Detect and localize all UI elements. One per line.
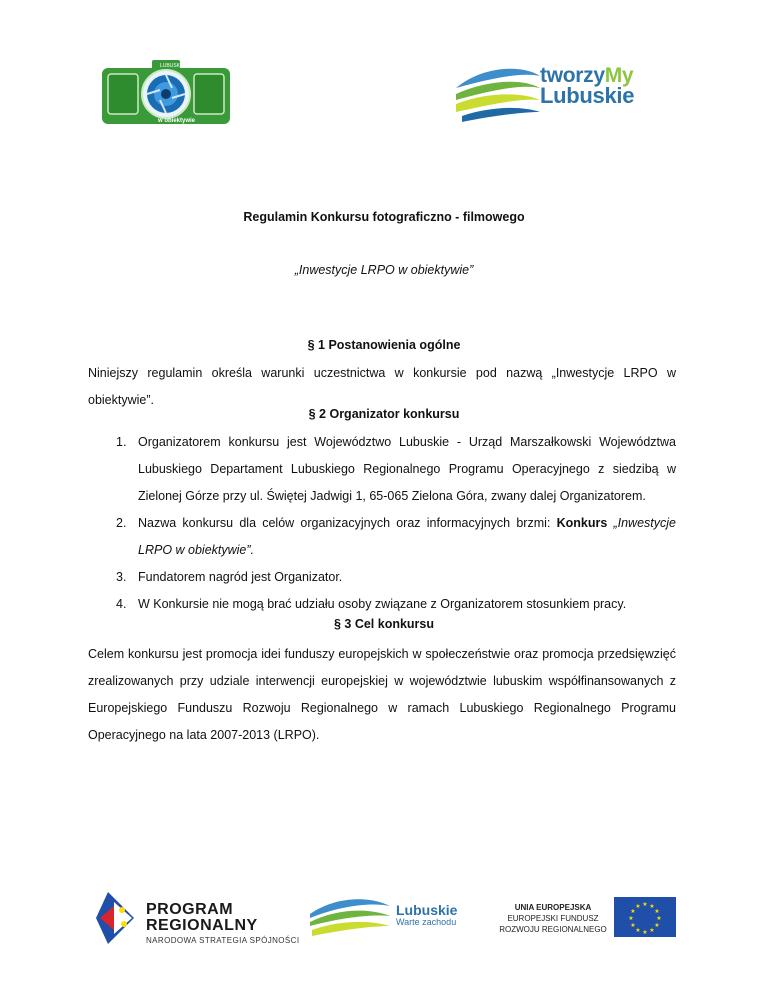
svg-text:★: ★ [630, 922, 636, 929]
list-item-number: 2. [116, 516, 127, 530]
section1-heading: § 1 Postanowienia ogólne [307, 338, 461, 352]
document-subtitle: „Inwestycje LRPO w obiektywie” [294, 263, 474, 277]
list-item-text-bold: Konkurs [556, 516, 608, 530]
lubuskie-wordmark [396, 903, 457, 927]
list-item-number: 3. [116, 570, 127, 584]
list-item-text-italic: „Inwestycje LRPO w obiektywie”. [138, 516, 676, 557]
program-text: PROGRAM [146, 901, 234, 918]
list-item-text: Fundatorem nagród jest Organizator. [138, 570, 343, 584]
lubuskie-text: Lubuskie [540, 83, 635, 108]
list-item-text [138, 510, 676, 564]
tworzy-text: tworzy [540, 64, 605, 87]
list-item-text: Organizatorem konkursu jest Województwo Lubuskie - Urząd Marszałkowski Województwa Lubuskiego Departament Lubuskiego Regionalnego Programu Operacyjnego z siedzibą w Zielonej Górze przy ul. Świętej Jadwigi 1, 65-065 Zielona Góra, zwany dalej Organizatorem. [138, 435, 676, 503]
lubuskie-footer-text: Lubuskie [396, 902, 458, 918]
lrpo-camera-logo [100, 58, 232, 126]
svg-text:★: ★ [649, 927, 655, 934]
svg-text:LUBUSKIE: LUBUSKIE [160, 63, 185, 69]
strategia-text: NARODOWA STRATEGIA SPÓJNOŚCI [146, 936, 300, 945]
svg-text:★: ★ [635, 927, 641, 934]
ue-title-text: UNIA EUROPEJSKA [514, 903, 592, 912]
organizer-list [88, 429, 676, 618]
svg-text:★: ★ [656, 915, 662, 922]
svg-text:★: ★ [654, 908, 660, 915]
eu-flag-icon [614, 897, 676, 937]
svg-text:w obiektywie: w obiektywie [158, 118, 196, 124]
svg-text:★: ★ [642, 901, 648, 908]
svg-text:★: ★ [630, 908, 636, 915]
svg-text:★: ★ [642, 929, 648, 936]
tworzymy-lubuskie-wordmark [540, 66, 634, 106]
list-item [88, 591, 676, 618]
list-item-number: 1. [116, 435, 127, 449]
svg-text:★: ★ [654, 922, 660, 929]
ue-wordmark [494, 902, 612, 935]
svg-text:★: ★ [649, 903, 655, 910]
program-regionalny-wordmark [146, 902, 299, 945]
section3-text: Celem konkursu jest promocja idei funduszy europejskich w społeczeństwie oraz promocja przedsięwzięć zrealizowanych przy udziale interwencji europejskiej w województwie lubuskim współfinansowanych z Europejskiego Funduszu Rozwoju Regionalnego w ramach Lubuskiego Regionalnego Programu Operacyjnego na lata 2007-2013 (LRPO). [88, 647, 676, 742]
list-item-text-plain: Nazwa konkursu dla celów organizacyjnych oraz informacyjnych brzmi: [138, 516, 557, 530]
list-item [88, 564, 676, 591]
my-text: My [604, 64, 634, 87]
list-item [88, 429, 676, 510]
svg-text:★: ★ [628, 915, 634, 922]
list-item-number: 4. [116, 597, 127, 611]
ue-fund-text: EUROPEJSKI FUNDUSZ [507, 914, 599, 923]
svg-text:★: ★ [635, 903, 641, 910]
section1-text: Niniejszy regulamin określa warunki uczestnictwa w konkursie pod nazwą „Inwestycje LRPO w obiektywie”. [88, 366, 676, 407]
warte-zachodu-text: Warte zachodu [396, 917, 457, 927]
list-item [88, 510, 676, 564]
regionalny-text: REGIONALNY [146, 917, 258, 934]
ue-development-text: ROZWOJU REGIONALNEGO [499, 925, 607, 934]
section2-heading: § 2 Organizator konkursu [308, 407, 460, 421]
list-item-text: W Konkursie nie mogą brać udziału osoby związane z Organizatorem stosunkiem pracy. [138, 597, 627, 611]
document-title: Regulamin Konkursu fotograficzno - filmowego [243, 210, 525, 224]
section3-heading: § 3 Cel konkursu [333, 617, 435, 631]
